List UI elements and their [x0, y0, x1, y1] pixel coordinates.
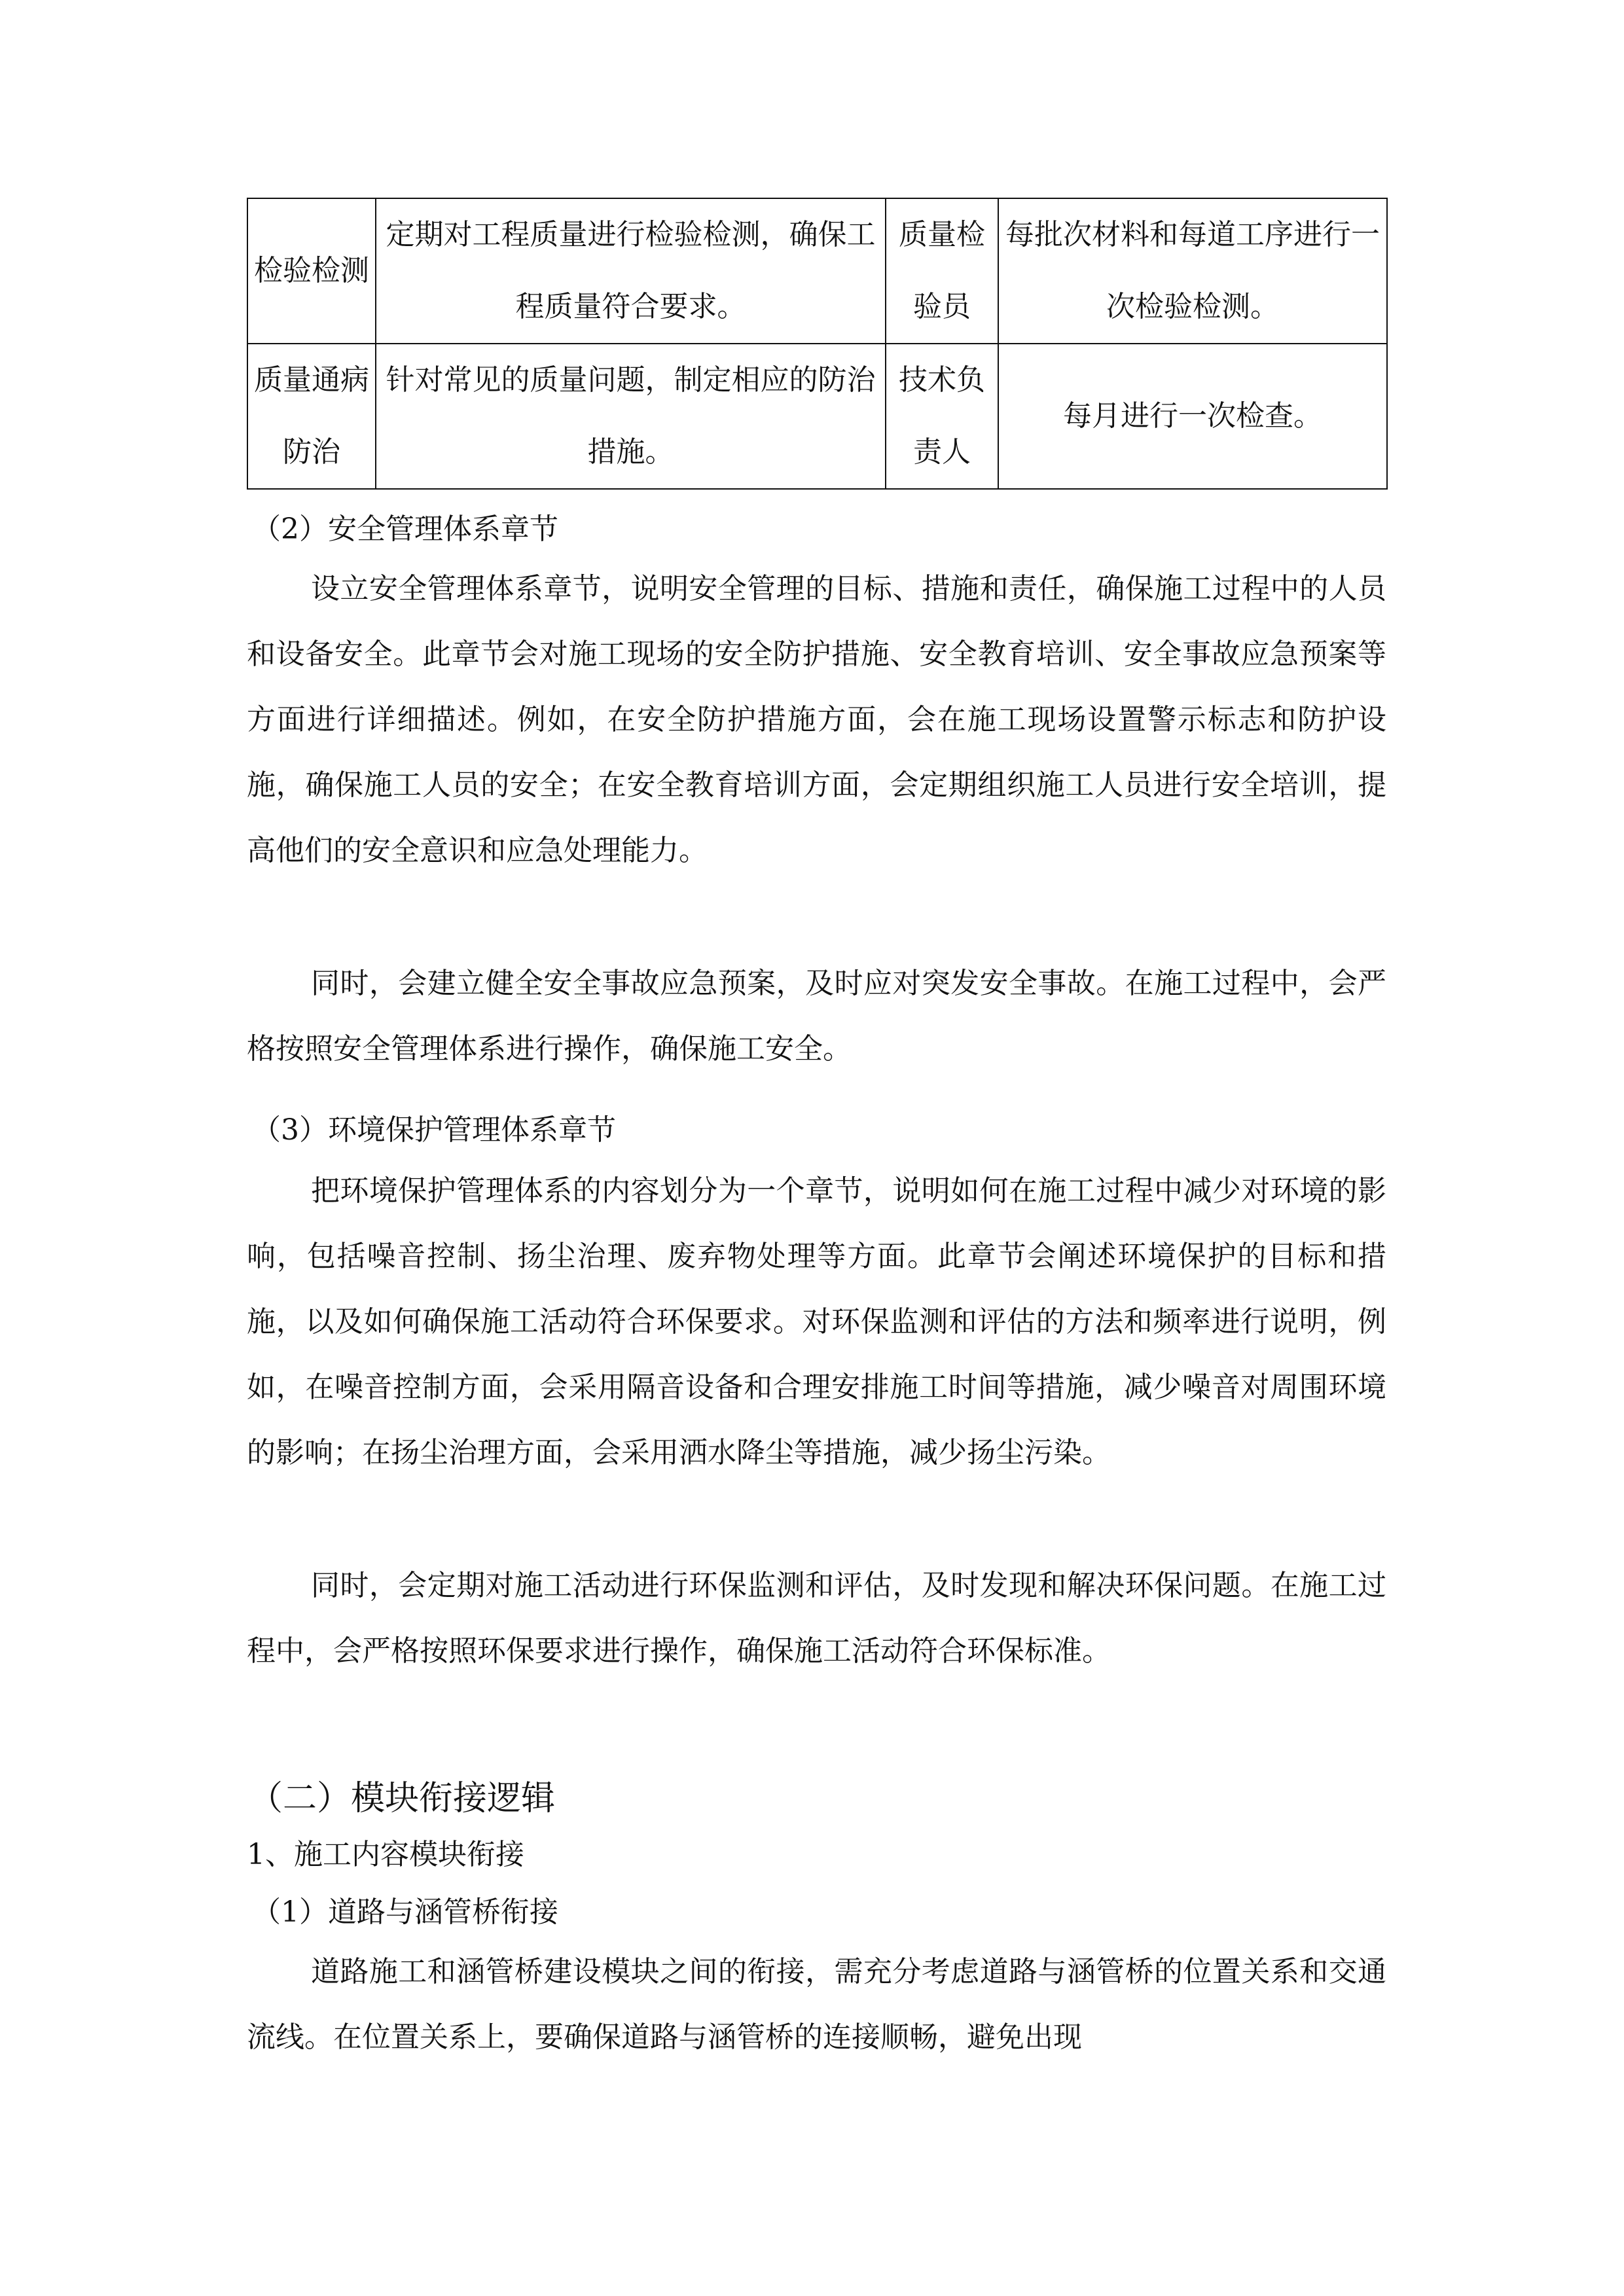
- module-paragraph-1: 道路施工和涵管桥建设模块之间的衔接，需充分考虑道路与涵管桥的位置关系和交通流线。在位置关系上，要确保道路与涵管桥的连接顺畅，避免出现: [247, 1955, 1386, 2054]
- environment-section-heading: （3）环境保护管理体系章节: [252, 1113, 616, 1147]
- environment-paragraph-2: 同时，会定期对施工活动进行环保监测和评估，及时发现和解决环保问题。在施工过程中，会严格按照环保要求进行操作，确保施工活动符合环保标准。: [247, 1569, 1386, 1668]
- table-cell-content: 针对常见的质量问题，制定相应的防治措施。: [376, 344, 886, 489]
- table-cell-person: 质量检验员: [886, 198, 998, 344]
- table-cell-person: 技术负责人: [886, 344, 998, 489]
- safety-paragraph-2: 同时，会建立健全安全事故应急预案，及时应对突发安全事故。在施工过程中，会严格按照安全管理体系进行操作，确保施工安全。: [247, 967, 1386, 1066]
- environment-paragraph-1: 把环境保护管理体系的内容划分为一个章节，说明如何在施工过程中减少对环境的影响，包括噪音控制、扬尘治理、废弃物处理等方面。此章节会阐述环境保护的目标和措施，以及如何确保施工活动符合环保要求。对环保监测和评估的方法和频率进行说明，例如，在噪音控制方面，会采用隔音设备和合理安排施工时间等措施，减少噪音对周围环境的影响；在扬尘治理方面，会采用洒水降尘等措施，减少扬尘污染。: [247, 1174, 1386, 1469]
- module-subheading-1: 1、施工内容模块衔接: [247, 1838, 524, 1871]
- table-cell-frequency: 每月进行一次检查。: [998, 344, 1387, 489]
- table-row: [247, 198, 1387, 344]
- table-cell-item: 检验检测: [247, 198, 376, 344]
- module-section-heading: （二）模块衔接逻辑: [249, 1779, 556, 1818]
- table-cell-content: 定期对工程质量进行检验检测，确保工程质量符合要求。: [376, 198, 886, 344]
- safety-section-heading: （2）安全管理体系章节: [252, 512, 558, 546]
- quality-measures-table: [247, 198, 1388, 490]
- table-cell-item: 质量通病防治: [247, 344, 376, 489]
- table-cell-frequency: 每批次材料和每道工序进行一次检验检测。: [998, 198, 1387, 344]
- table-row: [247, 344, 1387, 489]
- module-subheading-2: （1）道路与涵管桥衔接: [252, 1895, 558, 1929]
- safety-paragraph-1: 设立安全管理体系章节，说明安全管理的目标、措施和责任，确保施工过程中的人员和设备安全。此章节会对施工现场的安全防护措施、安全教育培训、安全事故应急预案等方面进行详细描述。例如，在安全防护措施方面，会在施工现场设置警示标志和防护设施，确保施工人员的安全；在安全教育培训方面，会定期组织施工人员进行安全培训，提高他们的安全意识和应急处理能力。: [247, 572, 1386, 867]
